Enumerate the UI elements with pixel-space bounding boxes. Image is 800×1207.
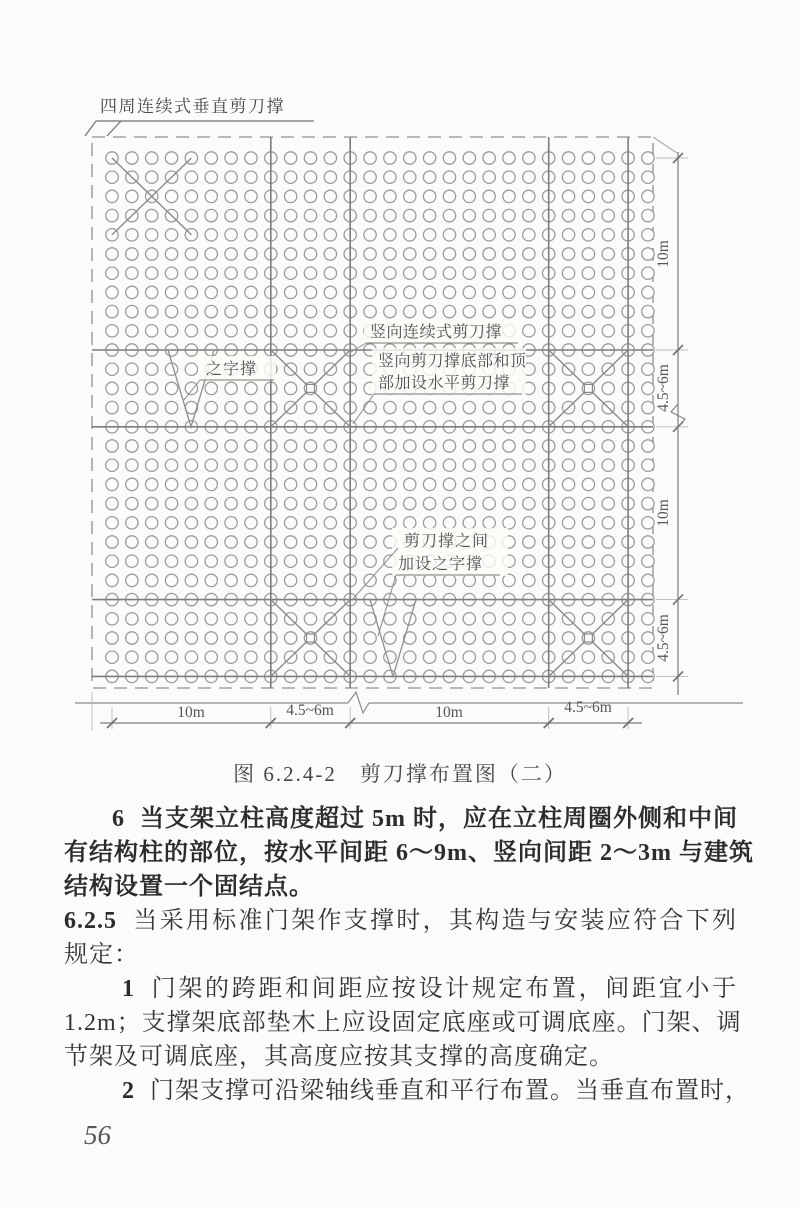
label-perimeter-bracing bbox=[85, 97, 314, 136]
label-horizontal-brace-note bbox=[353, 348, 527, 424]
leader-line bbox=[85, 121, 96, 136]
svg-text:4.5~6m: 4.5~6m bbox=[655, 614, 672, 662]
body-line: 结构设置一个固结点。 bbox=[64, 874, 314, 900]
body-line: 节架及可调底座，其高度应按其支撑的高度确定。 bbox=[64, 1044, 614, 1070]
body-text bbox=[64, 802, 754, 1108]
page-number: 56 bbox=[84, 1120, 111, 1150]
body-line: 规定： bbox=[64, 942, 139, 968]
svg-text:10m: 10m bbox=[655, 240, 672, 268]
svg-text:4.5~6m: 4.5~6m bbox=[564, 699, 612, 716]
dimension-bottom bbox=[75, 692, 743, 731]
body-line: 6.2.5 当采用标准门架作支撑时，其构造与安装应符合下列 bbox=[64, 908, 737, 934]
body-line: 有结构柱的部位，按水平间距 6～9m、竖向间距 2～3m 与建筑 bbox=[64, 840, 754, 866]
figure-caption: 图 6.2.4-2 剪刀撑布置图（二） bbox=[233, 762, 567, 786]
svg-text:10m: 10m bbox=[435, 704, 463, 721]
horizontal-bracing-lines bbox=[92, 350, 653, 676]
zigzag-braces bbox=[168, 350, 416, 676]
svg-text:4.5~6m: 4.5~6m bbox=[655, 364, 672, 412]
svg-text:部加设水平剪刀撑: 部加设水平剪刀撑 bbox=[378, 375, 511, 392]
body-line: 1.2m；支撑架底部垫木上应设固定底座或可调底座。门架、调 bbox=[64, 1010, 742, 1036]
svg-text:竖向剪刀撑底部和顶: 竖向剪刀撑底部和顶 bbox=[378, 353, 527, 370]
break-symbol bbox=[348, 692, 369, 713]
body-line: 1 门架的跨距和间距应按设计规定布置，间距宜小于 bbox=[122, 976, 737, 1002]
leader-line bbox=[107, 121, 121, 136]
body-line: 2 门架支撑可沿梁轴线垂直和平行布置。当垂直布置时， bbox=[122, 1078, 750, 1104]
svg-text:加设之字撑: 加设之字撑 bbox=[398, 556, 484, 573]
body-line: 6 当支架立柱高度超过 5m 时，应在立柱周圈外侧和中间 bbox=[112, 806, 738, 832]
svg-text:竖向连续式剪刀撑: 竖向连续式剪刀撑 bbox=[370, 324, 503, 341]
svg-text:剪刀撑之间: 剪刀撑之间 bbox=[404, 533, 490, 550]
svg-text:10m: 10m bbox=[177, 704, 205, 721]
svg-text:四周连续式垂直剪刀撑: 四周连续式垂直剪刀撑 bbox=[100, 97, 285, 116]
dimension-right bbox=[653, 137, 688, 695]
svg-text:4.5~6m: 4.5~6m bbox=[286, 702, 334, 719]
svg-text:之字撑: 之字撑 bbox=[206, 361, 258, 378]
svg-text:10m: 10m bbox=[655, 499, 672, 527]
